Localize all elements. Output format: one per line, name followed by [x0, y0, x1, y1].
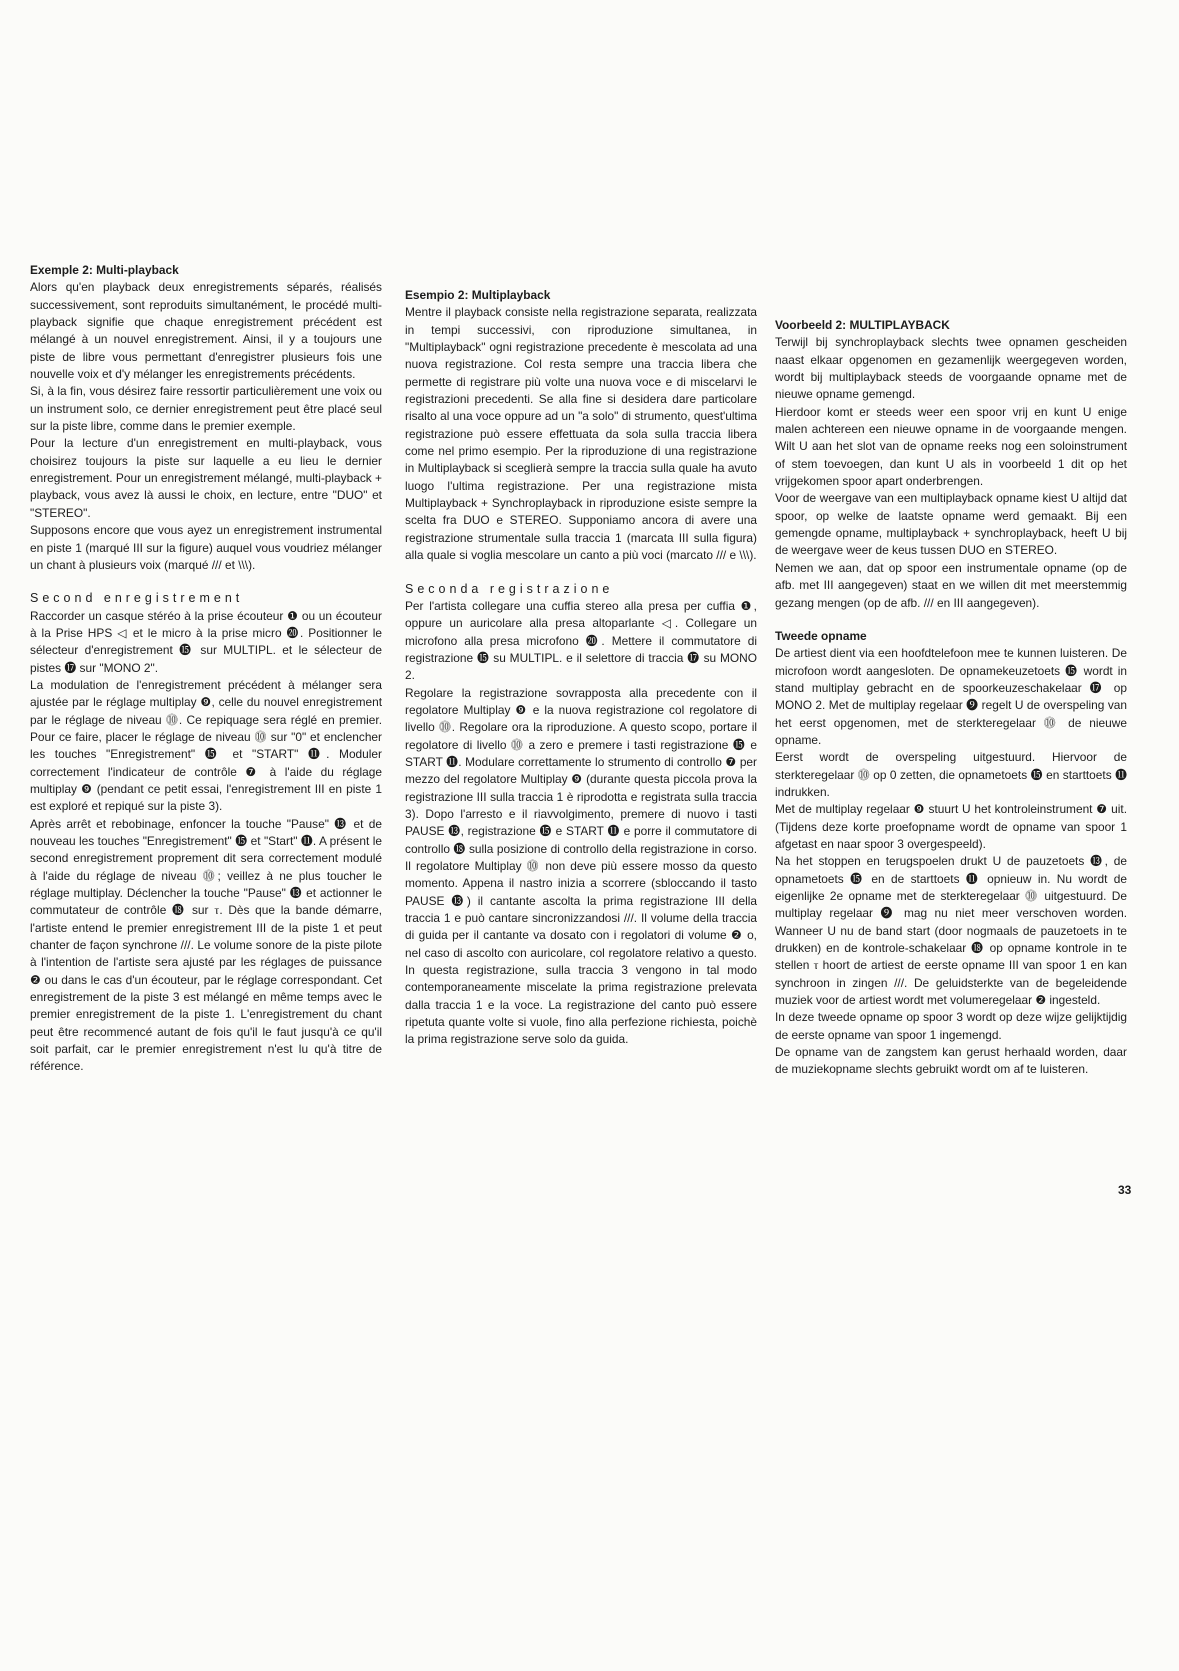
italian-section-title: Seconda registrazione	[405, 581, 614, 596]
dutch-paragraph-4: Nemen we aan, dat op spoor een instrumentale opname (op de afb. met III aangegeven) staat en we willen dit met meerstemmig gezang mengen (op de afb. /// en III aangegeven).	[775, 560, 1127, 610]
dutch-section-paragraph-4: Na het stoppen en terugspoelen drukt U de pauzetoets ⓭, de opnametoets ⓯ en de starttoets ⓫ opnieuw in. Nu wordt de eigenlijke 2e opname met de sterkteregelaar ⓾ uitgestuurd. De multiplay regelaar ❾ mag nu niet meer verschoven worden. Wanneer U nu de band start (door nogmaals de pauzetoets in te drukken) en de kontrole-schakelaar ⓲ op opname kontrole in te stellen ⲧ hoort de artiest de eerste opname III van spoor 1 en kan synchroon in zingen ///. De geluidsterkte van de begeleidende muziek voor de artiest wordt met volumeregelaar ❷ ingesteld.	[775, 854, 1127, 1008]
french-section-paragraph-2: La modulation de l'enregistrement précédent à mélanger sera ajustée par le réglage multiplay ❾, celle du nouvel enregistrement par le réglage de niveau ⓾. Ce repiquage sera réglé en premier. Pour ce faire, placer le réglage de niveau ⓾ sur "0" et enclencher les touches "Enregistrement" ⓯ et "START" ⓫. Moduler correctement l'indicateur de contrôle ❼ à l'aide du réglage multiplay ❾ (pendant ce petit essai, l'enregistrement III en piste 1 est exploré et repiqué sur la piste 3).	[30, 677, 382, 814]
column-french	[30, 262, 382, 1076]
dutch-paragraph-1: Terwijl bij synchroplayback slechts twee opnamen gescheiden naast elkaar opgenomen en gezamenlijk weergegeven worden, wordt bij multiplayback steeds de voorgaande opname met de nieuwe opname gemengd.	[775, 335, 1127, 402]
dutch-heading: Voorbeeld 2: MULTIPLAYBACK	[775, 318, 950, 332]
french-paragraph-4: Supposons encore que vous ayez un enregistrement instrumental en piste 1 (marqué III sur la figure) auquel vous voudriez mélanger un chant à plusieurs voix (marqué /// et \\\).	[30, 523, 382, 572]
column-dutch	[775, 317, 1127, 1079]
italian-section-paragraph-1: Per l'artista collegare una cuffia stereo alla presa per cuffia ❶, oppure un auricolare alla presa altoparlante ◁. Collegare un microfono alla presa microfono ⓴. Mettere il commutatore di registrazione ⓯ su MULTIPL. e il selettore di traccia ⓱ su MONO 2.	[405, 598, 757, 683]
dutch-section-paragraph-5: In deze tweede opname op spoor 3 wordt op deze wijze gelijktijdig de eerste opname van spoor 1 ingemengd.	[775, 1010, 1127, 1042]
french-paragraph-2: Si, à la fin, vous désirez faire ressortir particulièrement une voix ou un instrument solo, ce dernier enregistrement peut être placé seul sur la piste libre, comme dans le premier exemple.	[30, 384, 382, 434]
page-number: 33	[1118, 1183, 1132, 1197]
french-section-paragraph-3: Après arrêt et rebobinage, enfoncer la touche "Pause" ⓭ et de nouveau les touches "Enregistrement" ⓯ et "Start" ⓫. A présent le second enregistrement proprement dit sera correctement modulé à l'aide du réglage de niveau ⓾; veillez à ne plus toucher le réglage multiplay. Déclencher la touche "Pause" ⓭ et actionner le commutateur de contrôle ⓲ sur ⲧ. Dès que la bande démarre, l'artiste entend le premier enregistrement III de la piste 1 et peut chanter de façon synchrone ///. Le volume sonore de la piste pilote à l'intention de l'artiste sera ajusté par les réglages de puissance ❷ ou dans le cas d'un écouteur, par le réglage correspondant. Cet enregistrement de la piste 3 est mélangé en même temps avec le premier enregistrement de la piste 1. L'enregistrement du chant peut être recommencé autant de fois qu'il le faut jusqu'à ce qu'il soit parfait, car le premier enregistrement n'est lu qu'à titre de référence.	[30, 816, 382, 1074]
french-section-title: Second enregistrement	[30, 591, 244, 606]
column-italian	[405, 287, 757, 1049]
french-paragraph-1: Alors qu'en playback deux enregistrements séparés, réalisés successivement, sont reproduits simultanément, le procédé multi-playback signifie que chaque enregistrement précédent est mélangé à un nouvel enregistrement. Ainsi, il y a toujours une piste de libre vous permettant d'enregistrer plusieurs fois une nouvelle voix et d'y mélanger les enregistrements précédents.	[30, 280, 382, 382]
french-section-paragraph-1: Raccorder un casque stéréo à la prise écouteur ❶ ou un écouteur à la Prise HPS ◁ et le micro à la prise micro ⓴. Positionner le sélecteur d'enregistrement ⓯ sur MULTIPL. et le sélecteur de pistes ⓱ sur "MONO 2".	[30, 608, 382, 675]
dutch-section-paragraph-1: De artiest dient via een hoofdtelefoon mee te kunnen luisteren. De microfoon wordt aangesloten. De opnamekeuzetoets ⓯ wordt in stand multiplay gebracht en de spoorkeuzeschakelaar ⓱ op MONO 2. Met de multiplay regelaar ❾ regelt U de overspeling van het eerst opgenomen, met de sterkteregelaar ⓾ de nieuwe opname.	[775, 646, 1127, 747]
dutch-paragraph-2: Hierdoor komt er steeds weer een spoor vrij en kunt U enige malen achtereen een nieuwe opname in de voorgaande mengen. Wilt U aan het slot van de opname reeks nog een soloinstrument of stem toevoegen, dan kunt U als in voorbeeld 1 dit op het vrijgekomen spoor apart onderbrengen.	[775, 404, 1127, 489]
dutch-section-paragraph-6: De opname van de zangstem kan gerust herhaald worden, daar de muziekopname slechts gebruikt wordt om af te luisteren.	[775, 1045, 1127, 1077]
french-heading: Exemple 2: Multi-playback	[30, 263, 179, 277]
dutch-section-paragraph-3: Met de multiplay regelaar ❾ stuurt U het kontroleinstrument ❼ uit. (Tijdens deze korte proefopname wordt de opname van spoor 1 afgetast en naar spoor 3 overgespeeld).	[775, 802, 1127, 851]
italian-section-paragraph-2: Regolare la registrazione sovrapposta alla precedente con il regolatore Multiplay ❾ e la nuova registrazione col regolatore di livello ⓾. Regolare ora la riproduzione. A questo scopo, portare il regolatore di livello ⓾ a zero e premere i tasti registrazione ⓯ e START ⓫. Modulare correttamente lo strumento di controllo ❼ per mezzo del regolatore Multiplay ❾ (durante questa piccola prova la registrazione III sulla traccia 1 è riprodotta e registrata sulla traccia 3). Dopo l'arresto e il riavvolgimento, premere di nuovo i tasti PAUSE ⓭, registrazione ⓯ e START ⓫ e porre il commutatore di controllo ⓲ sulla posizione di controllo della registrazione in corso. Il regolatore Multiplay ⓾ non deve più essere mosso da questo momento. Appena il nastro inizia a scorrere (sbloccando il tasto PAUSE ⓭) il cantante ascolta la prima registrazione III della traccia 1 e può cantare sincronizzandosi ///. Il volume della traccia di guida per il cantante va dosato con i regolatori di volume ❷ o, nel caso di ascolto con auricolare, col regolatore relativo a questo. In questa registrazione, sulla traccia 3 vengono in tal modo contemporaneamente miscelate la prima registrazione prelevata dalla traccia 1 e la voce. La registrazione del canto può essere ripetuta quante volte si vuole, fino alla perfezione richiesta, poichè la prima registrazione serve solo da guida.	[405, 685, 757, 1047]
dutch-section-title: Tweede opname	[775, 628, 867, 643]
dutch-paragraph-3: Voor de weergave van een multiplayback opname kiest U altijd dat spoor, op welke de laatste opname werd gemaakt. Bij een gemengde opname, multiplayback + synchroplayback, heeft U bij de weergave weer de keus tussen DUO en STEREO.	[775, 491, 1127, 558]
italian-paragraph-1: Mentre il playback consiste nella registrazione separata, realizzata in tempi successivi, con riproduzione simultanea, in "Multiplayback" ogni registrazione precedente è mescolata ad una nuova registrazione. Col resta sempre una traccia libera che permette di registrare più volte una nuova voce e di miscelarvi le registrazioni precedenti. Se alla fine si desidera dare particolare risalto al una voce oppure ad un "a solo" di strumento, quest'ultima registrazione può essere effettuata da sola sulla traccia libera come nel primo esempio. Per la riproduzione di una registrazione in Multiplayback si sceglierà sempre la traccia sulla quale ha avuto luogo l'ultima registrazione. Per una registrazione mista Multiplayback + Synchroplayback in riproduzione esiste sempre la scelta fra DUO e STEREO. Supponiamo ancora di avere una registrazione strumentale sulla traccia 1 (marcata III sulla figura) alla quale si voglia mescolare un canto a più voci (marcato /// e \\\).	[405, 305, 757, 563]
italian-heading: Esempio 2: Multiplayback	[405, 288, 551, 302]
dutch-section-paragraph-2: Eerst wordt de overspeling uitgestuurd. Hiervoor de sterkteregelaar ⓾ op 0 zetten, die opnametoets ⓯ en starttoets ⓫ indrukken.	[775, 750, 1127, 799]
french-paragraph-3: Pour la lecture d'un enregistrement en multi-playback, vous choisirez toujours la piste sur laquelle a eu lieu le dernier enregistrement. Pour un enregistrement mélangé, multi-playback + playback, vous avez là aussi le choix, en lecture, entre "DUO" et "STEREO".	[30, 436, 382, 520]
